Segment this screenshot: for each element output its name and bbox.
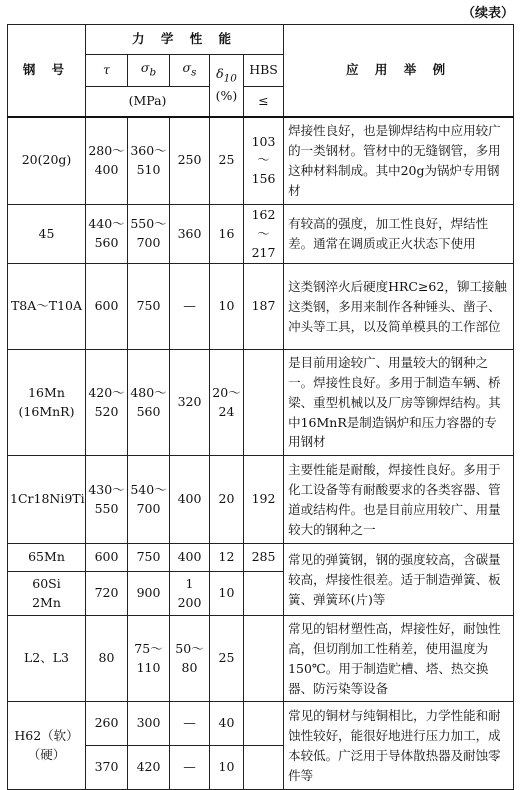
delta-value: 16	[210, 205, 244, 264]
hbs-value	[244, 702, 284, 746]
header-mech-props: 力 学 性 能	[86, 25, 284, 55]
sb-value: 750	[128, 544, 170, 572]
sb-value: 480～560	[128, 350, 170, 456]
table-row	[8, 702, 514, 746]
sb-value: 420	[128, 746, 170, 790]
table-row	[8, 117, 514, 205]
sb-value: 300	[128, 702, 170, 746]
delta-value: 10	[210, 746, 244, 790]
steel-name: H62（软） （硬）	[8, 702, 86, 790]
hbs-value	[244, 572, 284, 616]
unit-le: ≤	[244, 87, 284, 117]
delta-value: 20	[210, 456, 244, 544]
hbs-value: 162～217	[244, 205, 284, 264]
tau-value: 80	[86, 616, 128, 702]
header-sigma-s: $\sigma_s$	[170, 55, 210, 87]
header-sigma-b: $\sigma_b$	[128, 55, 170, 87]
application-text: 焊接性良好，也是铆焊结构中应用较广的一类钢材。管材中的无缝钢管，多用这种材料制成。其中20g为锅炉专用钢材	[284, 117, 514, 205]
delta-value: 25	[210, 616, 244, 702]
sb-value: 540～700	[128, 456, 170, 544]
steel-name: 60Si 2Mn	[8, 572, 86, 616]
ss-value: 250	[170, 117, 210, 205]
tau-value: 430～550	[86, 456, 128, 544]
table-row	[8, 544, 514, 572]
ss-value: 400	[170, 544, 210, 572]
hbs-value	[244, 616, 284, 702]
delta-value: 12	[210, 544, 244, 572]
delta-value: 40	[210, 702, 244, 746]
application-text: 是目前用途较广、用量较大的钢种之一。焊接性良好。多用于制造车辆、桥梁、重型机械以及厂房等铆焊结构。其中16MnR是制造锅炉和压力容器的专用钢材	[284, 350, 514, 456]
application-text: 常见的铜材与纯铜相比，力学性能和耐蚀性较好，能很好地进行压力加工，成本较低。广泛用于导体散热器及耐蚀零件等	[284, 702, 514, 790]
table-row	[8, 616, 514, 702]
ss-value: —	[170, 264, 210, 350]
table-row	[8, 264, 514, 350]
delta-value: 25	[210, 117, 244, 205]
continued-label: （续表）	[461, 6, 514, 21]
ss-value: 50～80	[170, 616, 210, 702]
sb-value: 550～700	[128, 205, 170, 264]
steel-name: 65Mn	[8, 544, 86, 572]
delta-value: 20～24	[210, 350, 244, 456]
application-text: 这类钢淬火后硬度HRC≥62，铆工接触这类钢，多用来制作各种锤头、凿子、冲头等工具，以及简单模具的工作部位	[284, 264, 514, 350]
ss-value: 320	[170, 350, 210, 456]
steel-name: 1Cr18Ni9Ti	[8, 456, 86, 544]
steel-name: L2、L3	[8, 616, 86, 702]
header-application: 应 用 举 例	[284, 25, 514, 117]
table-row	[8, 456, 514, 544]
ss-value: —	[170, 746, 210, 790]
ss-value: —	[170, 702, 210, 746]
ss-value: 360	[170, 205, 210, 264]
steel-name: 20(20g)	[8, 117, 86, 205]
table-row	[8, 350, 514, 456]
tau-value: 440～560	[86, 205, 128, 264]
hbs-value	[244, 746, 284, 790]
steel-name: 16Mn (16MnR)	[8, 350, 86, 456]
sb-value: 75～110	[128, 616, 170, 702]
tau-value: 420～520	[86, 350, 128, 456]
tau-value: 720	[86, 572, 128, 616]
ss-value: 400	[170, 456, 210, 544]
table-row	[8, 205, 514, 264]
hbs-value: 103～156	[244, 117, 284, 205]
tau-value: 600	[86, 544, 128, 572]
tau-value: 280～400	[86, 117, 128, 205]
header-tau: τ	[86, 55, 128, 87]
delta-value: 10	[210, 264, 244, 350]
application-text: 常见的弹簧钢，钢的强度较高，含碳量较高，焊接性很差。适于制造弹簧、板簧、弹簧环(片)等	[284, 544, 514, 616]
header-hbs: HBS	[244, 55, 284, 87]
steel-name: T8A～T10A	[8, 264, 86, 350]
sb-value: 360～510	[128, 117, 170, 205]
delta-value: 10	[210, 572, 244, 616]
ss-value: 1 200	[170, 572, 210, 616]
sb-value: 900	[128, 572, 170, 616]
sb-value: 750	[128, 264, 170, 350]
hbs-value: 192	[244, 456, 284, 544]
steel-name: 45	[8, 205, 86, 264]
steel-properties-table	[7, 24, 514, 790]
unit-percent: (%)	[215, 87, 238, 103]
hbs-value	[244, 350, 284, 456]
tau-value: 260	[86, 702, 128, 746]
header-steel-no: 钢 号	[8, 25, 86, 117]
unit-mpa: (MPa)	[86, 87, 210, 117]
hbs-value: 187	[244, 264, 284, 350]
hbs-value: 285	[244, 544, 284, 572]
application-text: 常见的铝材塑性高，焊接性好，耐蚀性高，但切削加工性稍差，使用温度为150℃。用于制造贮槽、塔、热交换器、防污染等设备	[284, 616, 514, 702]
tau-value: 600	[86, 264, 128, 350]
application-text: 有较高的强度，加工性良好，焊结性差。通常在调质或正火状态下使用	[284, 205, 514, 264]
header-delta: $\delta_{10}$ (%)	[210, 55, 244, 117]
application-text: 主要性能是耐酸，焊接性良好。多用于化工设备等有耐酸要求的各类容器、管道或结构件。也是目前应用较广、用量较大的钢种之一	[284, 456, 514, 544]
tau-value: 370	[86, 746, 128, 790]
